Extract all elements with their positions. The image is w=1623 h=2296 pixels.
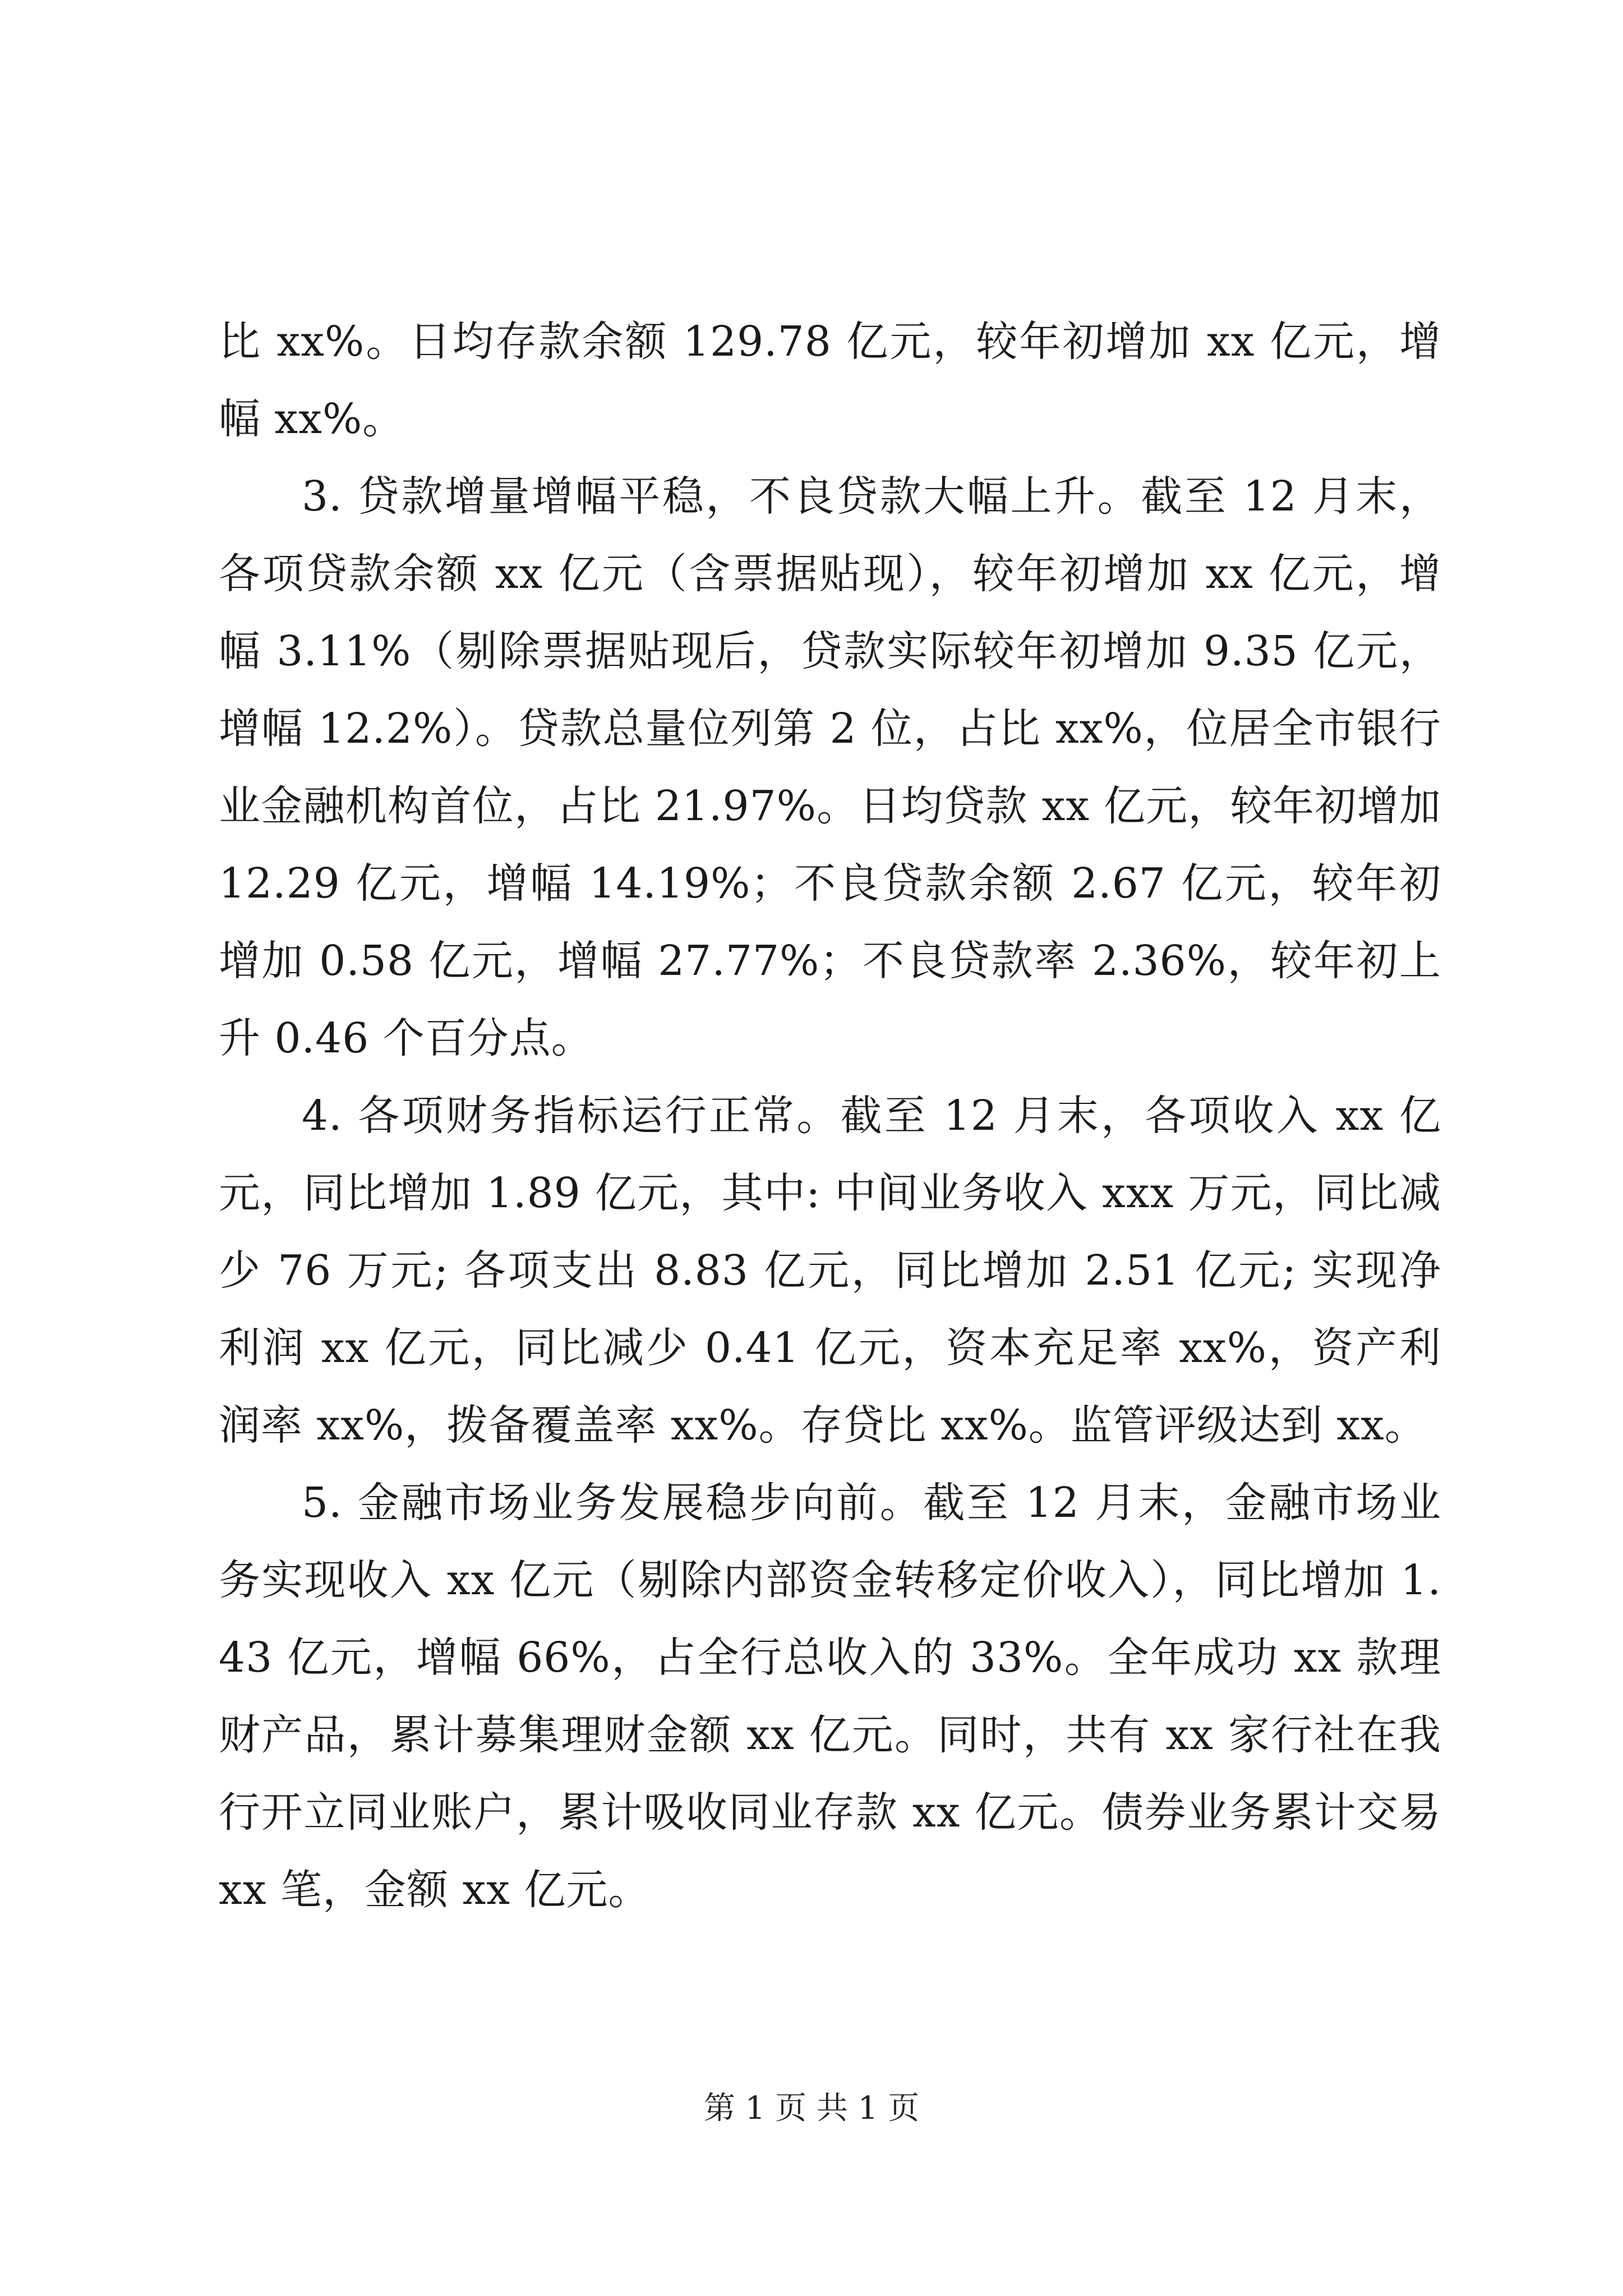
paragraph-loans: 3. 贷款增量增幅平稳，不良贷款大幅上升。截至 12 月末，各项贷款余额 xx 亿元（含票据贴现），较年初增加 xx 亿元，增幅 3.11%（剔除票据贴现后，贷款实际较年初增加 9.35 亿元，增幅 12.2%）。贷款总量位列第 2 位，占比 xx%，位居全市银行业金融机构首位，占比 21.97%。日均贷款 xx 亿元，较年初增加 12.29 亿元，增幅 14.19%；不良贷款余额 2.67 亿元，较年初增加 0.58 亿元，增幅 27.77%；不良贷款率 2.36%，较年初上升 0.46 个百分点。 xyxy=(219,472,1441,1062)
document-body xyxy=(219,303,1441,1929)
page-footer: 第 1 页 共 1 页 xyxy=(703,2090,920,2127)
paragraph-financial-indicators: 4. 各项财务指标运行正常。截至 12 月末，各项收入 xx 亿元，同比增加 1.89 亿元，其中: 中间业务收入 xxx 万元，同比减少 76 万元; 各项支出 8.83 亿元，同比增加 2.51 亿元; 实现净利润 xx 亿元，同比减少 0.41 亿元，资本充足率 xx%，资产利润率 xx%，拨备覆盖率 xx%。存贷比 xx%。监管评级达到 xx。 xyxy=(219,1092,1441,1450)
paragraph-continuation: 比 xx%。日均存款余额 129.78 亿元，较年初增加 xx 亿元，增幅 xx%。 xyxy=(219,318,1441,443)
paragraph-financial-market: 5. 金融市场业务发展稳步向前。截至 12 月末，金融市场业务实现收入 xx 亿元（剔除内部资金转移定价收入），同比增加 1.43 亿元，增幅 66%，占全行总收入的 33%。全年成功 xx 款理财产品，累计募集理财金额 xx 亿元。同时，共有 xx 家行社在我行开立同业账户，累计吸收同业存款 xx 亿元。债券业务累计交易 xx 笔，金额 xx 亿元。 xyxy=(219,1479,1441,1914)
